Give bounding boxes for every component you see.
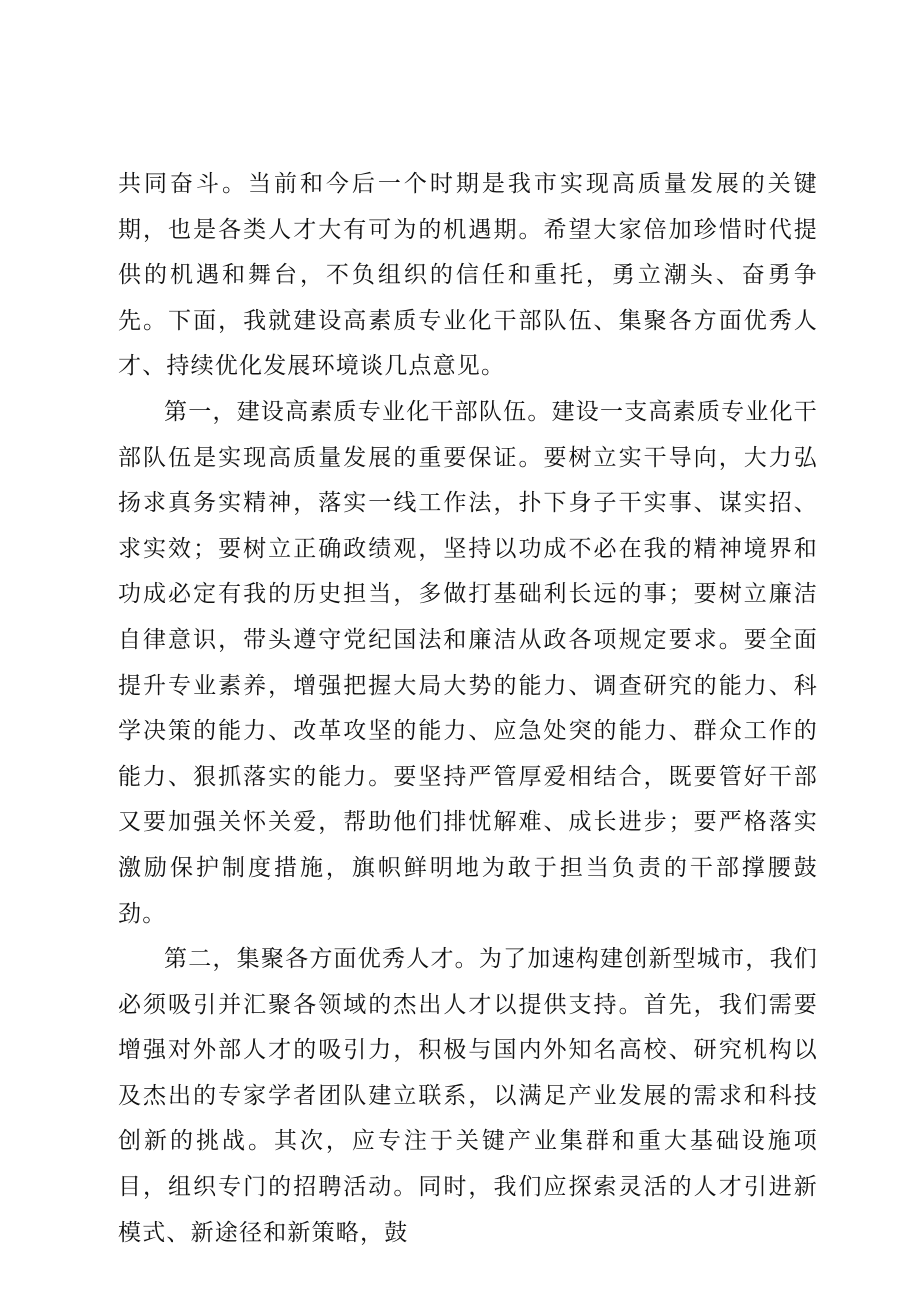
paragraph-second-point: 第二，集聚各方面优秀人才。为了加速构建创新型城市，我们必须吸引并汇聚各领域的杰出人才以提供支持。首先，我们需要增强对外部人才的吸引力，积极与国内外知名高校、研究机构以及杰出的专家学者团队建立联系，以满足产业发展的需求和科技创新的挑战。其次，应专注于关键产业集群和重大基础设施项目，组织专门的招聘活动。同时，我们应探索灵活的人才引进新模式、新途径和新策略，鼓 xyxy=(118,946,818,1246)
document-body xyxy=(118,162,818,1256)
paragraph-first-point: 第一，建设高素质专业化干部队伍。建设一支高素质专业化干部队伍是实现高质量发展的重要保证。要树立实干导向，大力弘扬求真务实精神，落实一线工作法，扑下身子干实事、谋实招、求实效；要树立正确政绩观，坚持以功成不必在我的精神境界和功成必定有我的历史担当，多做打基础利长远的事；要树立廉洁自律意识，带头遵守党纪国法和廉洁从政各项规定要求。要全面提升专业素养，增强把握大局大势的能力、调查研究的能力、科学决策的能力、改革攻坚的能力、应急处突的能力、群众工作的能力、狠抓落实的能力。要坚持严管厚爱相结合，既要管好干部又要加强关怀关爱，帮助他们排忧解难、成长进步；要严格落实激励保护制度措施，旗帜鲜明地为敢于担当负责的干部撑腰鼓劲。 xyxy=(118,398,818,927)
paragraph-continuation: 共同奋斗。当前和今后一个时期是我市实现高质量发展的关键期，也是各类人才大有可为的机遇期。希望大家倍加珍惜时代提供的机遇和舞台，不负组织的信任和重托，勇立潮头、奋勇争先。下面，我就建设高素质专业化干部队伍、集聚各方面优秀人才、持续优化发展环境谈几点意见。 xyxy=(118,171,818,380)
